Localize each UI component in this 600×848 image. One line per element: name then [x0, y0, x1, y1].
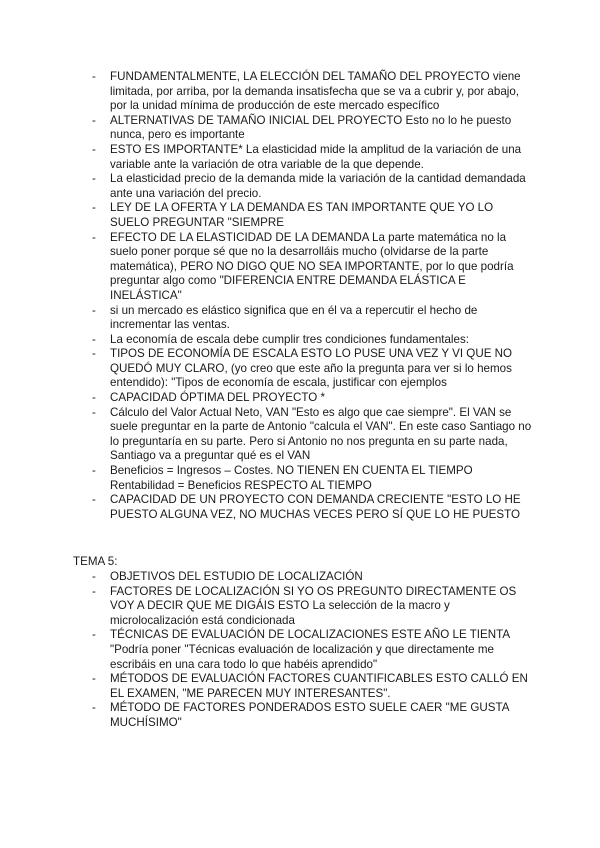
- list-item: [92, 143, 532, 172]
- list-item: [92, 304, 532, 333]
- list-item-text: ALTERNATIVAS DE TAMAÑO INICIAL DEL PROYECTO Esto no lo he puesto nunca, pero es importante: [110, 113, 512, 142]
- list-item-text: Cálculo del Valor Actual Neto, VAN "Esto es algo que cae siempre". El VAN se suele preguntar en la parte de Antonio "calcula el VAN". En este caso Santiago no lo preguntaría en su parte. Pero si Antonio no nos pregunta en su parte nada, Santiago va a preguntar qué es el VAN: [110, 405, 532, 463]
- list-item: [92, 701, 532, 730]
- list-item: [92, 201, 532, 230]
- list-item-text: TIPOS DE ECONOMÍA DE ESCALA ESTO LO PUSE UNA VEZ Y VI QUE NO QUEDÓ MUY CLARO, (yo creo que este año la pregunta para ver si lo hemos entendido): "Tipos de economía de escala, justificar con ejemplos: [110, 347, 513, 390]
- list-item: [92, 570, 532, 585]
- list-item-text: OBJETIVOS DEL ESTUDIO DE LOCALIZACIÓN: [110, 570, 363, 583]
- bullet-dash: -: [92, 113, 96, 127]
- notes-list-bottom: [92, 570, 532, 731]
- bullet-dash: -: [92, 172, 96, 186]
- list-item-text: EFECTO DE LA ELASTICIDAD DE LA DEMANDA La parte matemática no la suelo poner porque sé que no la desarrolláis mucho (olvidarse de la parte matemática), PERO NO DIGO QUE NO SEA IMPORTANTE, por lo que podría preguntar algo como "DIFERENCIA ENTRE DEMANDA ELÁSTICA E INELÁSTICA": [110, 230, 514, 302]
- list-item-text: TÉCNICAS DE EVALUACIÓN DE LOCALIZACIONES ESTE AÑO LE TIENTA "Podría poner "Técnicas evaluación de localización y que directamente me escribáis en una cara todo lo que habéis aprendido": [110, 628, 510, 671]
- list-item: [92, 347, 532, 391]
- bullet-dash: -: [92, 303, 96, 317]
- section-heading: TEMA 5:: [73, 555, 118, 568]
- list-item: [92, 628, 532, 672]
- list-item: [92, 391, 532, 406]
- list-item-text: La economía de escala debe cumplir tres condiciones fundamentales:: [110, 332, 469, 346]
- bullet-dash: -: [92, 570, 96, 583]
- list-item-text: FUNDAMENTALMENTE, LA ELECCIÓN DEL TAMAÑO DEL PROYECTO viene limitada, por arriba, por la demanda insatisfecha que se va a cubrir y, por abajo, por la unidad mínima de producción de este mercado específico: [110, 70, 521, 113]
- bullet-dash: -: [92, 70, 96, 83]
- bullet-dash: -: [92, 347, 96, 361]
- list-item-text: La elasticidad precio de la demanda mide la variación de la cantidad demandada ante una variación del precio.: [110, 172, 526, 200]
- list-item-text: FACTORES DE LOCALIZACIÓN SI YO OS PREGUNTO DIRECTAMENTE OS VOY A DECIR QUE ME DIGÁIS ESTO La selección de la macro y microlocalización está condicionada: [110, 584, 517, 627]
- bullet-dash: -: [92, 584, 96, 598]
- list-item-text: CAPACIDAD DE UN PROYECTO CON DEMANDA CRECIENTE "ESTO LO HE PUESTO ALGUNA VEZ, NO MUCHAS VECES PERO SÍ QUE LO HE PUESTO: [110, 493, 521, 521]
- list-item: [92, 114, 532, 143]
- list-item-text: ESTO ES IMPORTANTE* La elasticidad mide la amplitud de la variación de una variable ante la variación de otra variable de la que depende.: [110, 142, 522, 171]
- list-item: [92, 493, 532, 522]
- list-item: [92, 406, 532, 464]
- bullet-dash: -: [92, 672, 96, 686]
- bullet-dash: -: [92, 201, 96, 215]
- list-item: [92, 333, 532, 348]
- bullet-dash: -: [92, 628, 96, 642]
- bullet-dash: -: [92, 405, 96, 419]
- bullet-dash: -: [92, 142, 96, 156]
- list-item: [92, 464, 532, 493]
- list-item: [92, 231, 532, 304]
- list-item-text: CAPACIDAD ÓPTIMA DEL PROYECTO *: [110, 391, 325, 405]
- list-item-text: MÉTODOS DE EVALUACIÓN FACTORES CUANTIFICABLES ESTO CALLÓ EN EL EXAMEN, "ME PARECEN MUY INTERESANTES".: [110, 672, 528, 700]
- list-item-text: si un mercado es elástico significa que en él va a repercutir el hecho de incrementar las ventas.: [110, 303, 478, 332]
- bullet-dash: -: [92, 464, 96, 478]
- notes-list-top: [92, 70, 532, 522]
- list-item-text: Beneficios = Ingresos – Costes. NO TIENEN EN CUENTA EL TIEMPO Rentabilidad = Beneficios RESPECTO AL TIEMPO: [110, 464, 473, 492]
- list-item: [92, 585, 532, 629]
- bullet-dash: -: [92, 230, 96, 244]
- list-item-text: MÉTODO DE FACTORES PONDERADOS ESTO SUELE CAER "ME GUSTA MUCHÍSIMO": [110, 701, 509, 729]
- list-item-text: LEY DE LA OFERTA Y LA DEMANDA ES TAN IMPORTANTE QUE YO LO SUELO PREGUNTAR "SIEMPRE: [110, 201, 494, 229]
- list-item: [92, 172, 532, 201]
- list-item: [92, 70, 532, 114]
- bullet-list: [92, 570, 532, 731]
- list-item: [92, 672, 532, 701]
- bullet-dash: -: [92, 332, 96, 346]
- bullet-list: [92, 70, 532, 522]
- bullet-dash: -: [92, 701, 96, 715]
- bullet-dash: -: [92, 391, 96, 405]
- bullet-dash: -: [92, 493, 96, 507]
